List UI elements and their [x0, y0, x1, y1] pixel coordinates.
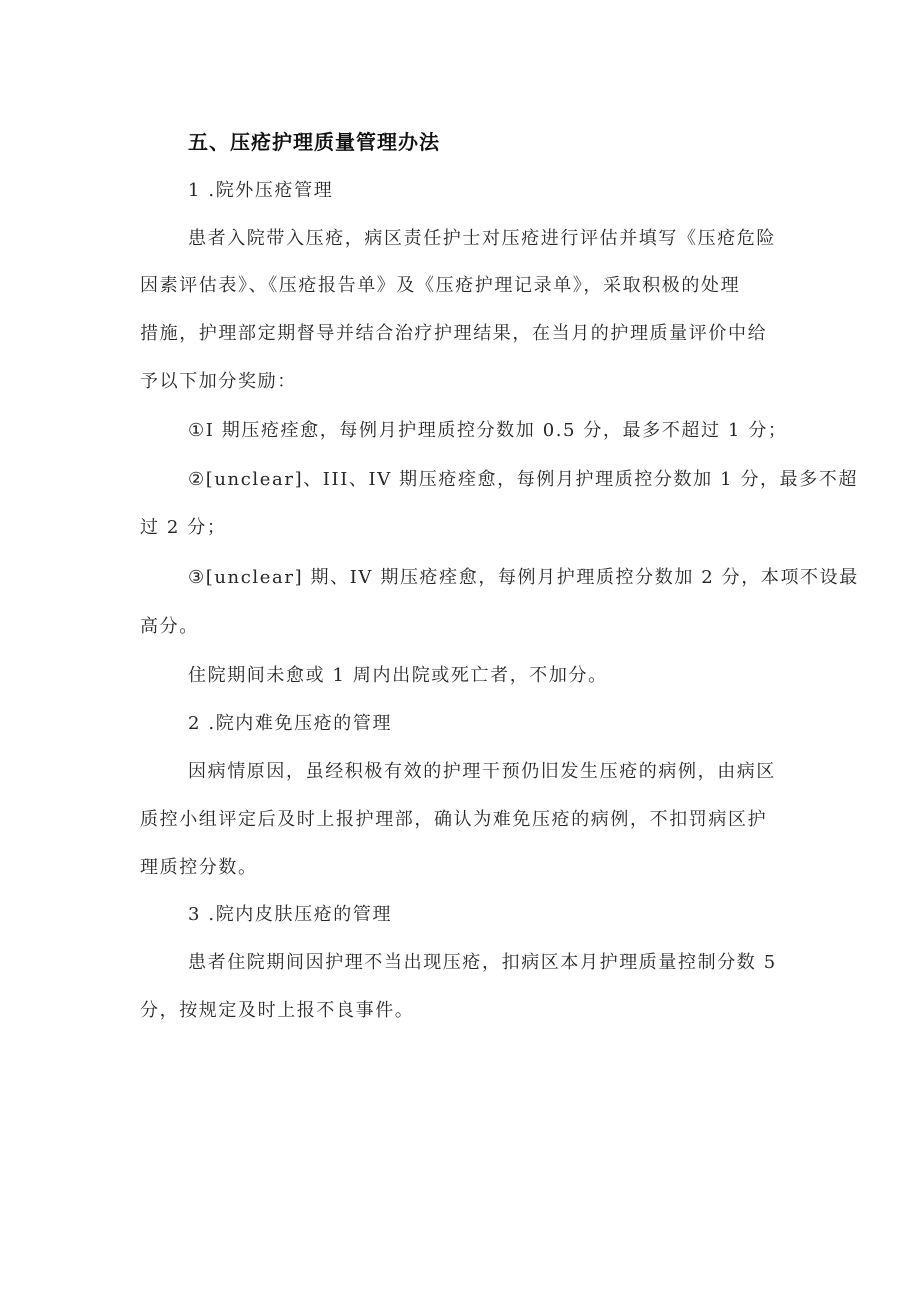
list-item-1: ①I 期压疮痊愈，每例月护理质控分数加 0.5 分，最多不超过 1 分； — [188, 420, 788, 441]
list-item-2-continuation: 过 2 分； — [140, 517, 227, 538]
paragraph-line: 质控小组评定后及时上报护理部，确认为难免压疮的病例，不扣罚病区护 — [140, 809, 768, 830]
paragraph-line: 因素评估表》、《压疮报告单》及《压疮护理记录单》，采取积极的处理 — [140, 275, 741, 296]
paragraph-line: 措施，护理部定期督导并结合治疗护理结果，在当月的护理质量评价中给 — [140, 323, 768, 344]
section-heading-1: 1 .院外压疮管理 — [188, 180, 334, 201]
paragraph-line: 分，按规定及时上报不良事件。 — [140, 1000, 415, 1021]
paragraph-line: 患者入院带入压疮，病区责任护士对压疮进行评估并填写《压疮危险 — [188, 228, 776, 249]
page-title: 五、压疮护理质量管理办法 — [188, 130, 440, 154]
paragraph-line: 予以下加分奖励： — [140, 371, 297, 392]
paragraph-line: 因病情原因，虽经积极有效的护理干预仍旧发生压疮的病例，由病区 — [188, 761, 776, 782]
paragraph-line: 理质控分数。 — [140, 857, 258, 878]
paragraph-line: 住院期间未愈或 1 周内出院或死亡者，不加分。 — [188, 665, 608, 686]
list-item-3-continuation: 高分。 — [140, 616, 199, 637]
section-heading-2: 2 .院内难免压疮的管理 — [188, 713, 393, 734]
paragraph-line: 患者住院期间因护理不当出现压疮，扣病区本月护理质量控制分数 5 — [188, 952, 777, 973]
list-item-2: ②[unclear]、III、IV 期压疮痊愈，每例月护理质控分数加 1 分，最多不超 — [188, 469, 859, 490]
section-heading-3: 3 .院内皮肤压疮的管理 — [188, 904, 393, 925]
list-item-3: ③[unclear] 期、IV 期压疮痊愈，每例月护理质控分数加 2 分，本项不设最 — [188, 567, 859, 588]
